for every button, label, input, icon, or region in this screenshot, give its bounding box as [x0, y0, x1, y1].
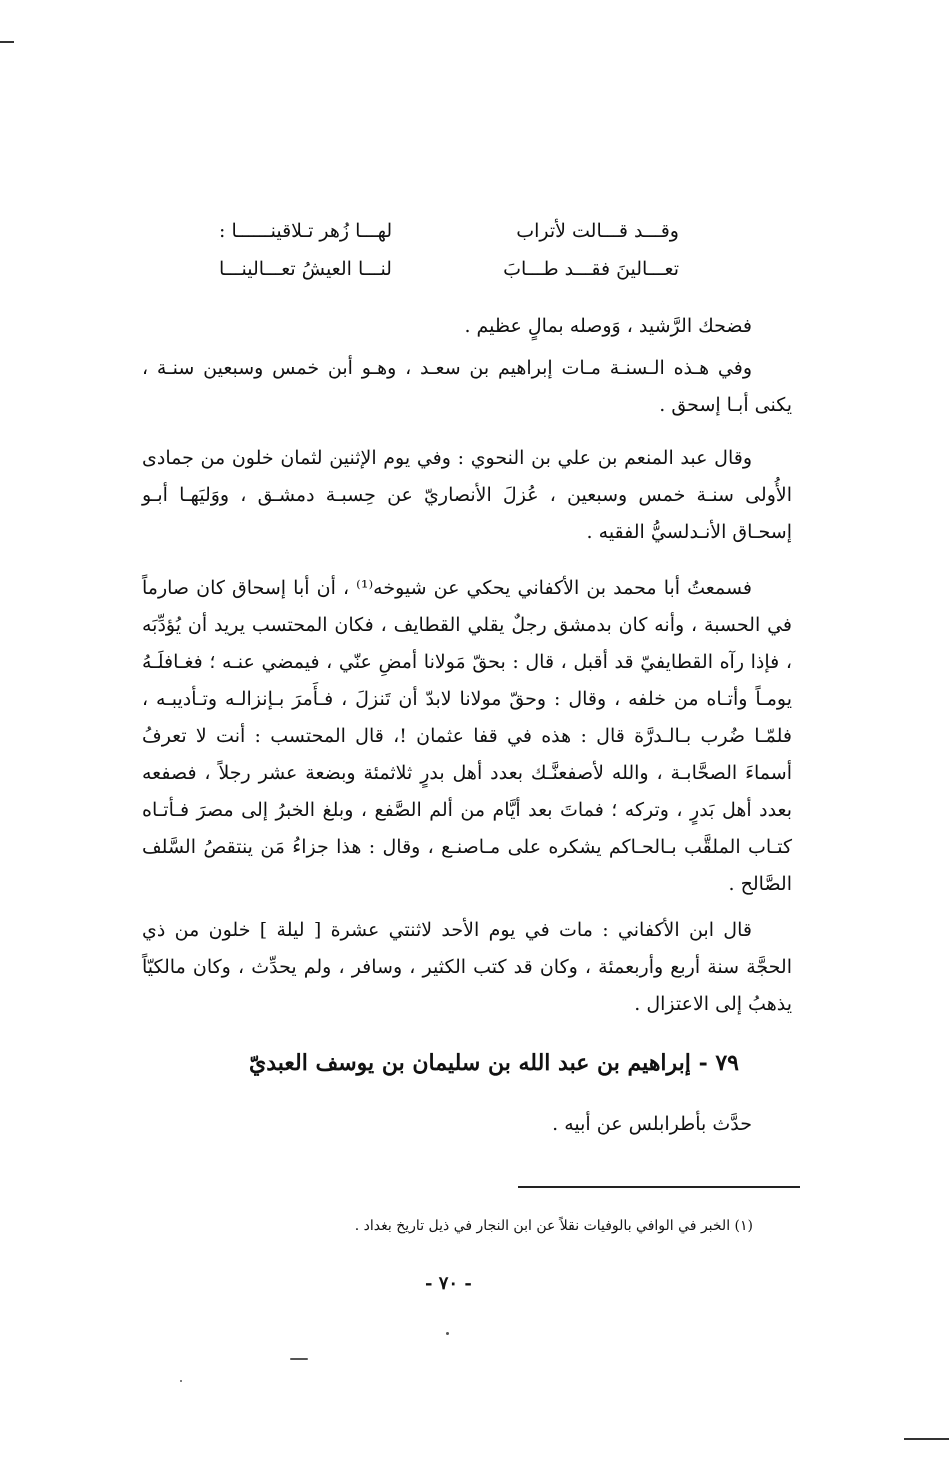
scan-speck — [180, 1380, 182, 1382]
footnote: (١) الخبر في الوافي بالوفيات نقلاً عن ابن النجار في ذيل تاريخ بغداد . — [354, 1218, 753, 1234]
page-number: - ٧٠ - — [425, 1273, 472, 1294]
entry-heading: ٧٩ - إبراهيم بن عبد الله بن سليمان بن يوسف العبديّ — [248, 1050, 739, 1076]
entry-text: حدَّث بأطرابلس عن أبيه . — [552, 1113, 752, 1135]
verse-line-2 — [219, 258, 679, 292]
verse-hemistich: وقـــد قـــالت لأتراب — [516, 220, 679, 242]
footnote-separator — [518, 1186, 800, 1188]
scan-speck — [446, 1332, 449, 1335]
paragraph-5: قال ابن الأكفاني : مات في يوم الأحد لاثنتي عشرة [ ليلة ] خلون من ذي الحجَّة سنة أربع وأربعمئة ، وكان قد كتب الكثير ، وسافر ، ولم يحدِّث ، وكان مالكيّاً يذهبُ إلى الاعتزال . — [142, 919, 792, 1015]
scan-edge-mark — [0, 41, 14, 43]
scan-edge-mark — [904, 1438, 949, 1440]
verse-hemistich: لهـــا زُهر تـلاقينــــــا : — [219, 220, 393, 242]
paragraph-3: وقال عبد المنعم بن علي بن النحوي : وفي يوم الإثنين لثمان خلون من جمادى الأُولى سنـة خمس وسبعين ، عُزلَ الأنصاريّ عن حِسبـة دمشـق ، ووَليَهـا أبـو إسحـاق الأنـدلسيُّ الفقيه . — [142, 447, 792, 543]
paragraph-2: وفي هـذه الـسنـة مـات إبراهيم بن سعـد ، وهـو أبن خمس وسبعين سنـة ، يكنى أبـا إسحق . — [142, 357, 792, 416]
scan-speck — [290, 1358, 308, 1360]
paragraph-1: فضحك الرَّشيد ، وَوصله بمالٍ عظيم . — [464, 315, 752, 337]
paragraph-4: فسمعتُ أبا محمد بن الأكفاني يحكي عن شيوخه⁽¹⁾ ، أن أبا إسحاق كان صارماً في الحسبة ، وأنه كان بدمشق رجلٌ يقلي القطايف ، فكان المحتسب يريد أن يُؤدِّبَه ، فإذا رآه القطايفيّ قد أقبل ، قال : بحقّ مَولانا أمضِ عنّي ، فيمضي عنـه ؛ فغـافلَـهُ يومـاً وأتـاه من خلفه ، وقال : وحقّ مولانا لابدّ أن تَنزلَ ، فـأَمرَ بـإنزالـه وتـأديبـه ، فلمّـا ضُرب بـالـدرَّة قال : هذه في قفا عثمان !، قال المحتسب : أنت لا تعرفُ أسماءَ الصحَّابـة ، والله لأصفعنَّـك بعدد أهل بدرٍ ثلاثمئة وبضعة عشر رجلاً ، فصفعه بعدد أهل بَدرٍ ، وتركه ؛ فماتَ بعد أيَّام من ألم الصَّفع ، وبلغ الخبرُ إلى مصرَ فـأتـاه كتـاب الملقَّب بـالحـاكم يشكره على مـاصنـع ، وقال : هذا جزاءُ مَن ينتقصُ السَّلف الصَّالح . — [142, 577, 792, 895]
verse-hemistich: لنـــا العيشُ تعـــالينـــا — [219, 258, 392, 280]
verse-line-1 — [219, 220, 679, 254]
verse-hemistich: تعـــالينَ فقـــد طـــابَ — [503, 258, 679, 280]
